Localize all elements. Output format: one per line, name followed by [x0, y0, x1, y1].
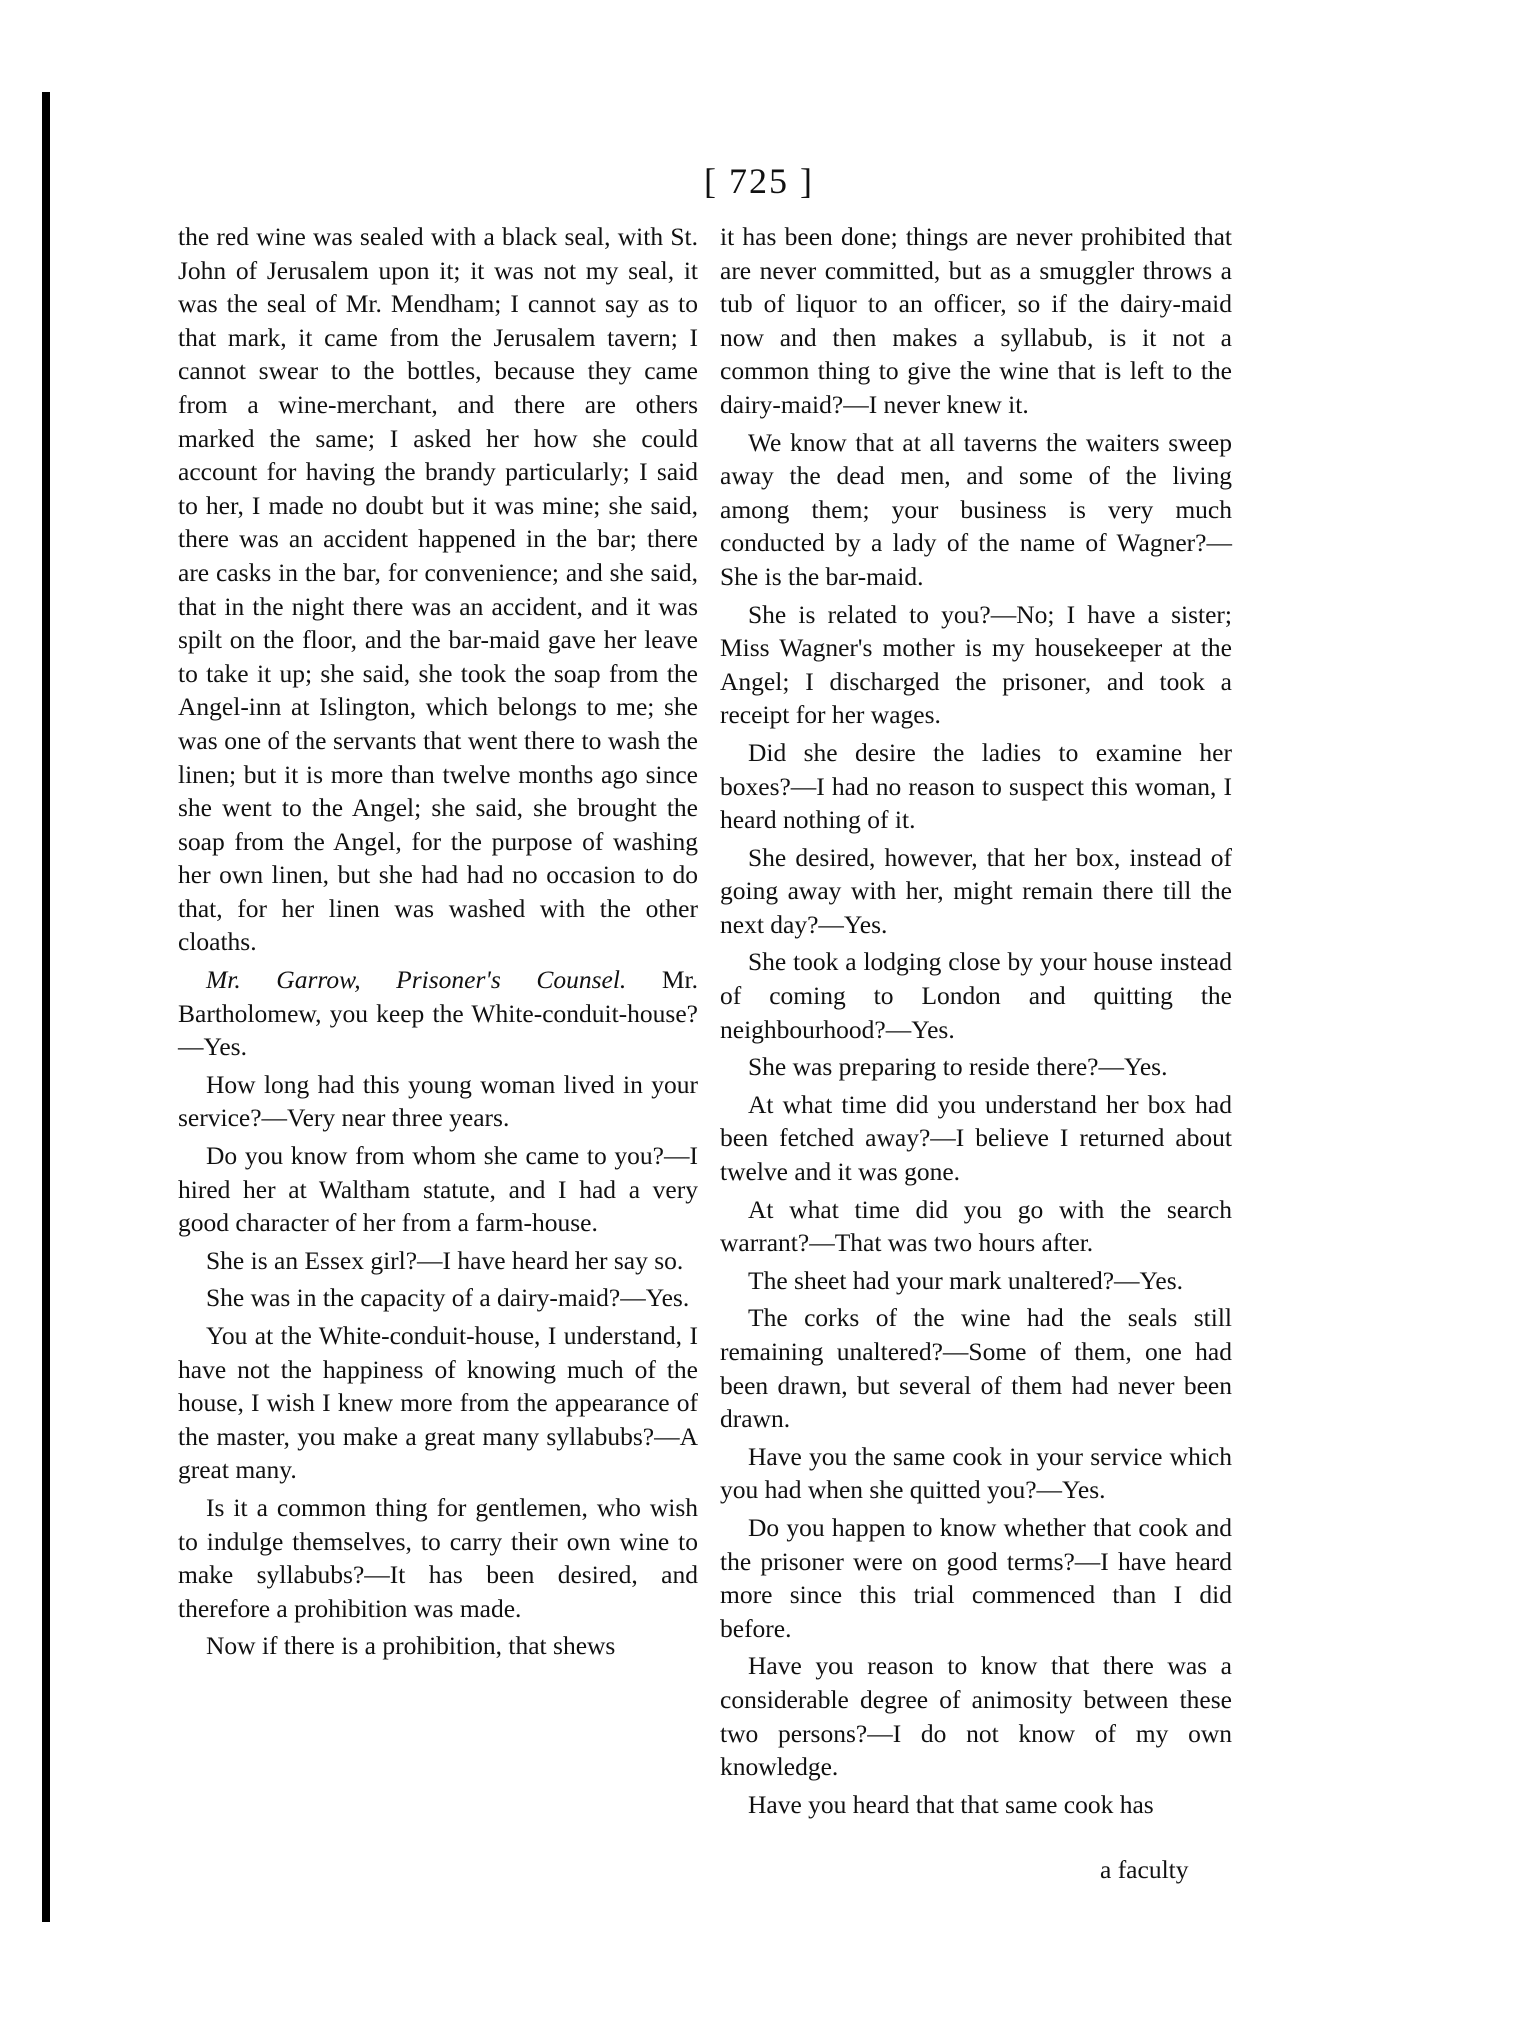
paragraph-text: Mr. Bartholomew, you keep the White-conduit-house?—Yes. — [178, 965, 698, 1062]
paragraph-text: Have you reason to know that there was a considerable degree of animosity between these two persons?—I do not know of my own knowledge. — [720, 1651, 1232, 1782]
paragraph — [720, 1511, 1232, 1645]
paragraph — [178, 1491, 698, 1625]
page-number: [ 725 ] — [704, 161, 814, 201]
paragraph — [720, 1088, 1232, 1189]
paragraph — [720, 426, 1232, 594]
paragraph — [720, 1264, 1232, 1298]
paragraph — [720, 1301, 1232, 1435]
paragraph-text: At what time did you go with the search warrant?—That was two hours after. — [720, 1194, 1232, 1258]
paragraph — [178, 1281, 698, 1315]
paragraph — [178, 220, 698, 959]
paragraph — [720, 1193, 1232, 1260]
paragraph-text: Is it a common thing for gentlemen, who wish to indulge themselves, to carry their own wine to make syllabubs?—It has been desired, and therefore a prohibition was made. — [178, 1492, 698, 1623]
page-edge-shadow — [42, 92, 50, 1922]
paragraph-text: At what time did you understand her box had been fetched away?—I believe I returned about twelve and it was gone. — [720, 1089, 1232, 1187]
paragraph-text: Have you heard that that same cook has — [748, 1789, 1154, 1819]
speaker-label: Mr. Garrow, Prisoner's Counsel. — [206, 965, 627, 995]
paragraph — [720, 1788, 1232, 1822]
paragraph — [178, 1068, 698, 1135]
paragraph-text: We know that at all taverns the waiters sweep away the dead men, and some of the living among them; your business is very much conducted by a lady of the name of Wagner?—She is the bar-maid. — [720, 427, 1232, 591]
paragraph-text: it has been done; things are never prohibited that are never committed, but as a smuggler throws a tub of liquor to an officer, so if the dairy-maid now and then makes a syllabub, is it not a common thing to give the wine that is left to the dairy-maid?—I never knew it. — [720, 222, 1232, 419]
paragraph-text: Did she desire the ladies to examine her boxes?—I had no reason to suspect this woman, I heard nothing of it. — [720, 737, 1232, 835]
paragraph — [720, 945, 1232, 1046]
paragraph-text: How long had this young woman lived in your service?—Very near three years. — [178, 1069, 698, 1133]
paragraph-text: Now if there is a prohibition, that shews — [206, 1631, 616, 1661]
paragraph-text: She took a lodging close by your house instead of coming to London and quitting the neighbourhood?—Yes. — [720, 947, 1232, 1044]
catchword: a faculty — [1100, 1855, 1189, 1884]
paragraph — [720, 1050, 1232, 1084]
paragraph — [178, 1629, 698, 1663]
paragraph-text: The corks of the wine had the seals still remaining unaltered?—Some of them, one had been drawn, but several of them had never been drawn. — [720, 1303, 1232, 1434]
paragraph-text: You at the White-conduit-house, I understand, I have not the happiness of knowing much of the house, I wish I knew more from the appearance of the master, you make a great many syllabubs?—A great many. — [178, 1321, 698, 1485]
paragraph-text: She desired, however, that her box, instead of going away with her, might remain there till the next day?—Yes. — [720, 842, 1232, 939]
paragraph-text: the red wine was sealed with a black seal, with St. John of Jerusalem upon it; it was not my seal, it was the seal of Mr. Mendham; I cannot say as to that mark, it came from the Jerusalem tavern; I cannot swear to the bottles, because they came from a wine-merchant, and there are others marked the same; I asked her how she could account for having the brandy particularly; I said to her, I made no doubt but it was mine; she said, there was an accident happened in the bar; there are casks in the bar, for convenience; and she said, that in the night there was an accident, and it was spilt on the floor, and the bar-maid gave her leave to take it up; she said, she took the soap from the Angel-inn at Islington, which belongs to me; she was one of the servants that went there to wash the linen; but it is more than twelve months ago since she went to the Angel; she said, she brought the soap from the Angel, for the purpose of washing her own linen, but she had had no occasion to do that, for her linen was washed with the other cloaths. — [178, 222, 698, 957]
paragraph — [178, 1139, 698, 1240]
paragraph — [720, 220, 1232, 422]
paragraph — [178, 963, 698, 1064]
left-text-column — [178, 220, 698, 1663]
paragraph — [178, 1319, 698, 1487]
paragraph-text: She is related to you?—No; I have a sister; Miss Wagner's mother is my housekeeper at the Angel; I discharged the prisoner, and took a receipt for her wages. — [720, 599, 1232, 730]
paragraph-text: Do you happen to know whether that cook and the prisoner were on good terms?—I have heard more since this trial commenced than I did before. — [720, 1512, 1232, 1643]
paragraph — [720, 1440, 1232, 1507]
paragraph-text: Do you know from whom she came to you?—I hired her at Waltham statute, and I had a very good character of her from a farm-house. — [178, 1141, 698, 1238]
paragraph — [720, 841, 1232, 942]
paragraph — [720, 1649, 1232, 1783]
paragraph-text: She was in the capacity of a dairy-maid?—Yes. — [206, 1283, 690, 1313]
paragraph — [178, 1244, 698, 1278]
paragraph — [720, 736, 1232, 837]
paragraph-text: She was preparing to reside there?—Yes. — [748, 1052, 1168, 1082]
paragraph-text: Have you the same cook in your service which you had when she quitted you?—Yes. — [720, 1441, 1232, 1505]
paragraph-text: She is an Essex girl?—I have heard her say so. — [206, 1245, 684, 1275]
paragraph — [720, 598, 1232, 732]
right-text-column — [720, 220, 1232, 1821]
paragraph-text: The sheet had your mark unaltered?—Yes. — [748, 1265, 1184, 1295]
